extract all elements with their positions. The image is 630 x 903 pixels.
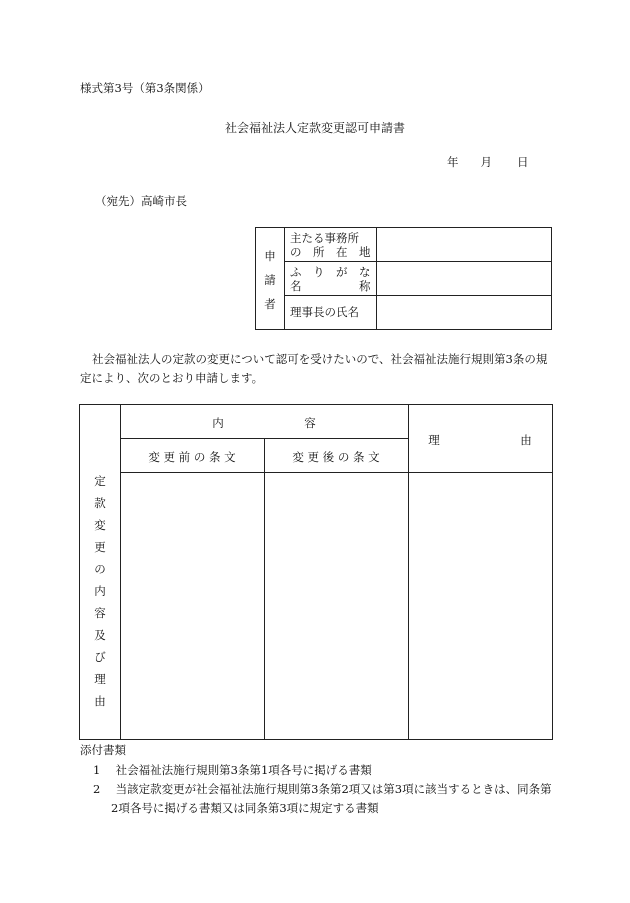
reason-header: 理 由 bbox=[428, 433, 532, 447]
after-text-field[interactable] bbox=[265, 473, 408, 739]
attachment-item bbox=[93, 761, 553, 780]
addressee: （宛先）高崎市長 bbox=[95, 194, 187, 208]
office-address-label bbox=[284, 228, 377, 261]
attachment-text: 当該定款変更が社会福祉法施行規則第3条第2項又は第3項に該当するときは、同条第2項各号に掲げる書類又は同条第3項に規定する書類 bbox=[111, 782, 552, 815]
amendment-side-label bbox=[80, 405, 121, 739]
chairman-row bbox=[284, 296, 551, 329]
side-char: 定 bbox=[94, 474, 106, 488]
side-char: 者 bbox=[264, 297, 276, 311]
side-char: 容 bbox=[94, 606, 106, 620]
attachment-item bbox=[93, 780, 553, 818]
chairman-label bbox=[284, 296, 377, 329]
applicant-table bbox=[255, 227, 552, 330]
document-title: 社会福祉法人定款変更認可申請書 bbox=[224, 121, 405, 135]
name-label bbox=[284, 262, 377, 295]
form-number: 様式第3号（第3条関係） bbox=[80, 81, 210, 95]
reason-text-field[interactable] bbox=[409, 473, 552, 739]
attachment-number: 1 bbox=[93, 763, 101, 777]
label-line: 主たる事務所 bbox=[290, 231, 359, 245]
side-char: 請 bbox=[264, 273, 276, 287]
side-char: 理 bbox=[94, 672, 106, 686]
date-line bbox=[447, 154, 529, 170]
before-text-field[interactable] bbox=[120, 473, 264, 739]
content-header: 内 容 bbox=[212, 416, 316, 430]
side-char: 更 bbox=[94, 540, 106, 554]
side-char: の bbox=[94, 562, 106, 576]
date-day: 日 bbox=[517, 155, 529, 169]
side-char: 由 bbox=[94, 694, 106, 708]
label-line: の 所 在 地 bbox=[290, 245, 371, 259]
side-char: 申 bbox=[264, 249, 276, 263]
date-year: 年 bbox=[447, 155, 459, 169]
side-char: 款 bbox=[94, 496, 106, 510]
office-address-row bbox=[284, 228, 551, 262]
attachment-number: 2 bbox=[93, 782, 101, 796]
request-statement: 社会福祉法人の定款の変更について認可を受けたいので、社会福祉法施行規則第3条の規定により、次のとおり申請します。 bbox=[80, 352, 548, 385]
before-header: 変 更 前 の 条 文 bbox=[148, 450, 236, 464]
attachment-text: 社会福祉法施行規則第3条第1項各号に掲げる書類 bbox=[115, 763, 372, 777]
label-line: ふ り が な bbox=[290, 265, 371, 279]
applicant-side-label bbox=[256, 228, 285, 329]
side-char: び bbox=[94, 650, 106, 664]
name-row bbox=[284, 262, 551, 296]
side-char: 変 bbox=[94, 518, 106, 532]
side-char: 内 bbox=[94, 584, 106, 598]
side-char: 及 bbox=[94, 628, 106, 642]
office-address-field[interactable] bbox=[377, 228, 551, 261]
label-line: 理事長の氏名 bbox=[290, 305, 359, 319]
date-month: 月 bbox=[480, 155, 492, 169]
after-header: 変 更 後 の 条 文 bbox=[292, 450, 380, 464]
name-field[interactable] bbox=[377, 262, 551, 295]
label-line: 名 称 bbox=[290, 279, 371, 293]
attachments-heading: 添付書類 bbox=[80, 743, 126, 757]
amendment-table bbox=[79, 404, 553, 740]
chairman-name-field[interactable] bbox=[377, 296, 551, 329]
